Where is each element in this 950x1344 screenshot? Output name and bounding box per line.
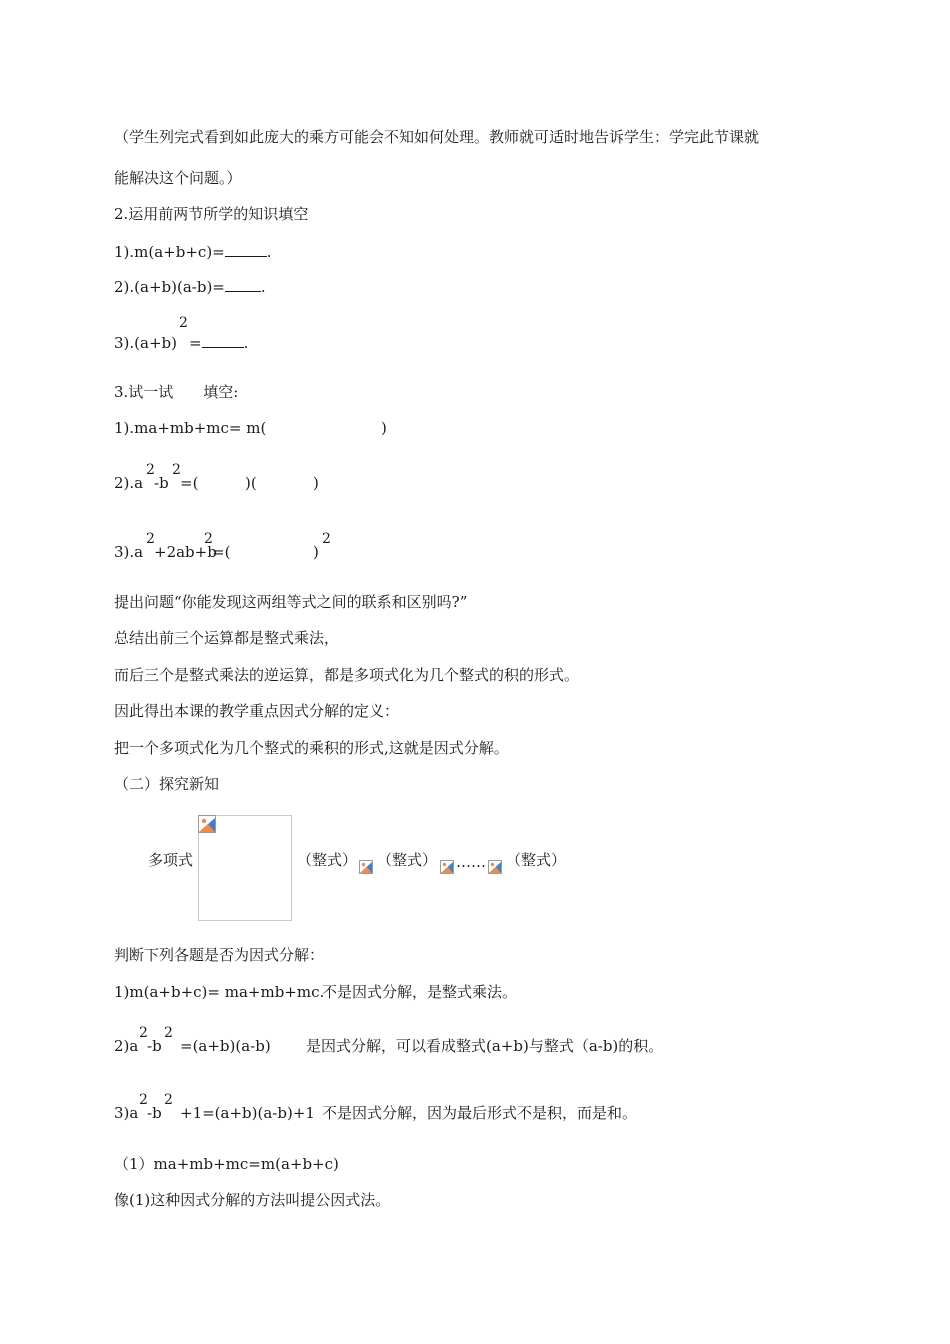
judge-1-note: 不是因式分解，是整式乘法。: [322, 983, 518, 1001]
section3-q2-a: 2).a: [114, 474, 144, 492]
judge-2-note: 是因式分解，可以看成整式(a+b)与整式（a-b)的积。: [306, 1037, 664, 1055]
section2-q3: [114, 333, 248, 352]
section3-q2-mid: -b: [154, 474, 169, 492]
exponent: 2: [146, 462, 155, 478]
judge-1-expr: 1)m(a+b+c)= ma+mb+mc.: [114, 983, 325, 1001]
judge-heading: 判断下列各题是否为因式分解：: [114, 946, 325, 964]
section2-q3-text: 3).(a+b): [114, 334, 177, 352]
intro-note-line2: 能解决这个问题。）: [114, 169, 242, 187]
section3-q1-right: ): [381, 419, 387, 437]
method-conclusion: 像(1)这种因式分解的方法叫提公因式法。: [114, 1191, 391, 1209]
broken-image-icon: [440, 860, 454, 874]
broken-image-icon: [359, 860, 373, 874]
exponent: 2: [139, 1092, 148, 1108]
summary-line2: 而后三个是整式乘法的逆运算，都是多项式化为几个整式的积的形式。: [114, 666, 580, 684]
broken-image-icon: [198, 815, 216, 833]
section2-q1: [114, 242, 272, 261]
diagram-term3: （整式）: [506, 851, 567, 869]
exponent: 2: [322, 531, 331, 547]
answer-blank: [225, 277, 261, 292]
judge-3-mid: -b: [147, 1104, 162, 1122]
intro-note-line1: （学生列完式看到如此庞大的乘方可能会不知如何处理。教师就可适时地告诉学生：学完此节课就: [114, 128, 760, 146]
exponent: 2: [164, 1092, 173, 1108]
section2-heading: 2.运用前两节所学的知识填空: [114, 205, 309, 223]
section-title: （二）探究新知: [114, 775, 220, 793]
judge-2-rest: =(a+b)(a-b): [180, 1037, 271, 1055]
method-example: （1）ma+mb+mc=m(a+b+c): [114, 1155, 339, 1173]
diagram-polynomial: 多项式: [148, 851, 194, 869]
section3-q3-a: 3).a: [114, 543, 144, 561]
judge-2-a: 2)a: [114, 1037, 139, 1055]
diagram-dots: ……: [456, 853, 486, 871]
section2-q2: [114, 277, 266, 296]
section3-q3-close: ): [313, 543, 319, 561]
period: .: [260, 278, 266, 296]
section3-q2-eq: =(: [180, 474, 199, 492]
exponent: 2: [172, 462, 181, 478]
period: .: [266, 243, 272, 261]
section2-q1-text: 1).m(a+b+c)=: [114, 243, 225, 261]
section3-q2-close2: ): [313, 474, 319, 492]
section2-q2-text: 2).(a+b)(a-b)=: [114, 278, 225, 296]
definition: 把一个多项式化为几个整式的乘积的形式,这就是因式分解。: [114, 739, 509, 757]
exponent: 2: [204, 531, 213, 547]
judge-3-note: 不是因式分解，因为最后形式不是积，而是和。: [322, 1104, 638, 1122]
judge-2-mid: -b: [147, 1037, 162, 1055]
exponent: 2: [146, 531, 155, 547]
section3-heading: 3.试一试 填空:: [114, 383, 239, 401]
period: .: [243, 334, 249, 352]
equals: =: [188, 334, 202, 352]
answer-blank: [225, 242, 267, 257]
summary-line1: 总结出前三个运算都是整式乘法，: [114, 629, 340, 647]
section3-q1-left: 1).ma+mb+mc= m(: [114, 419, 267, 437]
discussion-question: 提出问题“你能发现这两组等式之间的联系和区别吗?”: [114, 593, 468, 611]
exponent: 2: [179, 315, 188, 331]
section3-q3-eq: =(: [212, 543, 231, 561]
summary-line3: 因此得出本课的教学重点因式分解的定义：: [114, 702, 400, 720]
section3-q2-close1: )(: [245, 474, 257, 492]
judge-3-a: 3)a: [114, 1104, 139, 1122]
diagram-term2: （整式）: [377, 851, 438, 869]
diagram-term1: （整式）: [297, 851, 358, 869]
section3-q3-mid: +2ab+b: [154, 543, 217, 561]
broken-image-icon: [488, 860, 502, 874]
exponent: 2: [139, 1025, 148, 1041]
answer-blank: [202, 333, 244, 348]
judge-3-rest: +1=(a+b)(a-b)+1: [180, 1104, 315, 1122]
exponent: 2: [164, 1025, 173, 1041]
